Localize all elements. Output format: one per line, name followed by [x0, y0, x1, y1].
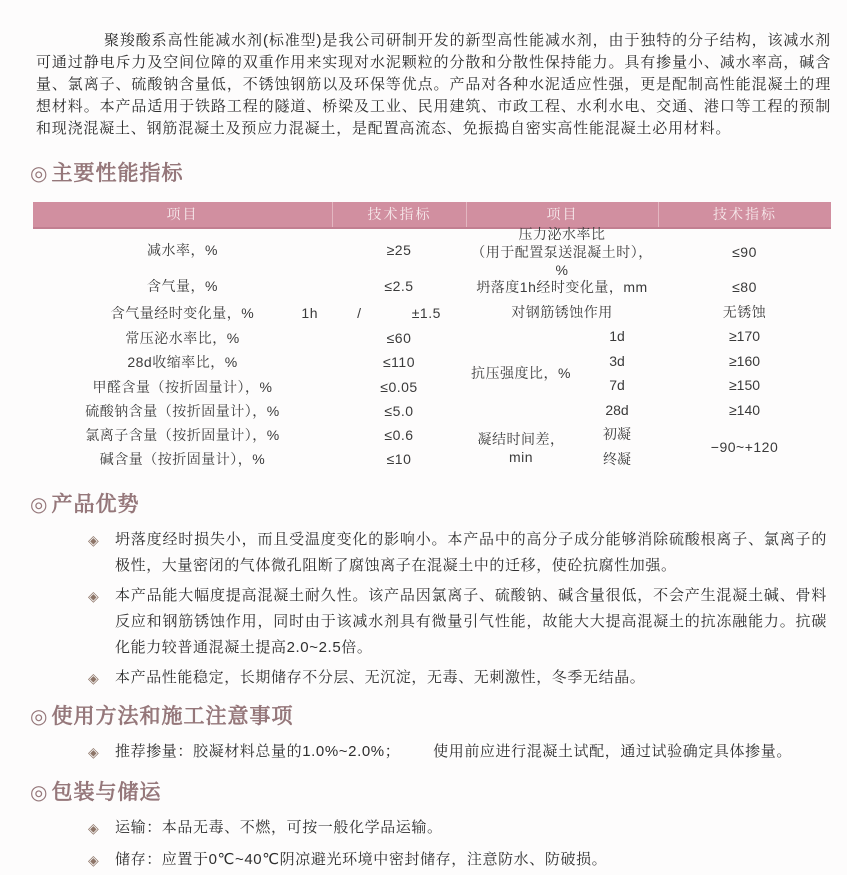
advantage-text: 坍落度经时损失小，而且受温度变化的影响小。本产品中的高分子成分能够消除硫酸根离子、氯离子的极性，大量密闭的气体微孔阻断了腐蚀离子在混凝土中的迁移，使砼抗腐性加强。	[115, 531, 827, 574]
table-row	[466, 300, 831, 324]
strength-value: ≥170	[728, 328, 761, 345]
table-header-spec-right: 技术指标	[658, 202, 831, 227]
row-label	[466, 225, 658, 278]
strength-value: ≥150	[728, 377, 761, 394]
row-value-number: ±1.5	[411, 305, 441, 321]
table-row	[33, 423, 466, 447]
row-label: 抗压强度比，%	[471, 365, 571, 381]
list-item	[88, 583, 827, 661]
row-value: ≥25	[386, 242, 412, 258]
row-label: 常压泌水率比，%	[125, 329, 240, 346]
table-row	[33, 374, 466, 399]
setting-phase-column	[576, 422, 658, 471]
diamond-bullet-icon: ◈	[88, 820, 100, 836]
list-item	[88, 665, 827, 691]
table-header-item-left: 项目	[166, 206, 199, 222]
row-label: 28d收缩率比，%	[127, 354, 238, 370]
list-item	[88, 739, 827, 765]
strength-value: ≥140	[728, 401, 761, 418]
table-right-group	[466, 225, 831, 471]
diamond-bullet-icon: ◈	[88, 588, 100, 604]
age-label: 1d	[609, 328, 625, 345]
section-title-advantages: 产品优势	[51, 493, 140, 516]
age-label: 3d	[609, 352, 625, 369]
row-value: ≤10	[386, 451, 412, 467]
usage-dosage-text: 推荐掺量：胶凝材料总量的1.0%~2.0%；	[115, 743, 401, 760]
section-heading-usage	[30, 703, 847, 731]
row-value: ≤0.6	[384, 427, 414, 443]
list-item	[88, 527, 827, 579]
row-value	[332, 301, 466, 325]
section-heading-performance	[30, 160, 847, 188]
row-label: 甲醛含量（按折固量计），%	[92, 378, 273, 395]
table-row	[33, 271, 466, 301]
table-header-row	[33, 202, 831, 229]
phase-label: 初凝	[603, 426, 631, 443]
table-header-item-right: 项目	[466, 202, 658, 227]
strength-value: ≥160	[728, 352, 761, 369]
row-label: 减水率，%	[147, 242, 218, 258]
row-label: 含气量，%	[147, 278, 218, 294]
storage-text: 储存：应置于0℃~40℃阴凉避光环境中密封储存，注意防水、防破损。	[115, 851, 608, 868]
row-value-slash: /	[357, 305, 362, 321]
section-marker-icon: ◎	[30, 782, 49, 804]
diamond-bullet-icon: ◈	[88, 744, 100, 760]
table-body	[33, 225, 831, 471]
table-row	[33, 229, 466, 271]
table-row	[466, 274, 831, 300]
list-item	[88, 815, 827, 841]
row-label-line1: 压力泌水率比	[518, 225, 606, 242]
section-heading-packaging	[30, 779, 847, 807]
strength-age-column	[576, 324, 658, 422]
advantages-list	[0, 527, 847, 691]
age-label: 7d	[609, 377, 625, 394]
diamond-bullet-icon: ◈	[88, 852, 100, 868]
row-label-text: 含气量经时变化量，%	[110, 305, 255, 321]
row-label: 碱含量（按折固量计），%	[99, 451, 266, 467]
intro-paragraph: 聚羧酸系高性能减水剂(标准型)是我公司研制开发的新型高性能减水剂，由于独特的分子结构，该减水剂可通过静电斥力及空间位障的双重作用来实现对水泥颗粒的分散和分散性保持能力。具有掺量小、减水率高，碱含量、氯离子、硫酸钠含量低，不锈蚀钢筋以及环保等优点。产品对各种水泥适应性强，更是配制高性能混凝土的理想材料。本产品适用于铁路工程的隧道、桥梁及工业、民用建筑、市政工程、水利水电、交通、港口等工程的预制和现浇混凝土、钢筋混凝土及预应力混凝土，是配置高流态、免振捣自密实高性能混凝土必用材料。	[36, 32, 831, 137]
table-row	[33, 350, 466, 374]
row-value: ≤90	[732, 243, 757, 260]
row-label: 坍落度1h经时变化量，mm	[476, 279, 648, 295]
performance-table	[33, 202, 831, 471]
row-value: ≤80	[732, 279, 757, 295]
phase-label: 终凝	[603, 450, 631, 467]
row-value: ≤2.5	[384, 278, 414, 294]
row-sub-label: 1h	[301, 305, 318, 321]
diamond-bullet-icon: ◈	[88, 532, 100, 548]
advantage-text: 本产品性能稳定，长期储存不分层、无沉淀，无毒、无刺激性，冬季无结晶。	[115, 669, 646, 686]
table-row	[466, 225, 831, 278]
row-label-line2: （用于配置泵送混凝土时），%	[471, 243, 653, 278]
list-item	[88, 847, 827, 873]
section-marker-icon: ◎	[30, 494, 49, 516]
strength-value-column	[658, 324, 831, 422]
table-row	[33, 301, 466, 325]
table-row-setting-time	[466, 422, 831, 471]
table-left-group	[33, 229, 466, 471]
row-value: 无锈蚀	[722, 304, 767, 320]
row-value: ≤5.0	[384, 403, 414, 419]
section-title-performance: 主要性能指标	[51, 162, 184, 185]
section-title-packaging: 包装与储运	[51, 781, 162, 804]
table-header-spec-left: 技术指标	[332, 202, 466, 227]
age-label: 28d	[605, 401, 629, 418]
table-row	[33, 399, 466, 423]
row-value: ≤60	[386, 329, 412, 346]
advantage-text: 本产品能大幅度提高混凝土耐久性。该产品因氯离子、硫酸钠、碱含量很低，不会产生混凝土碱、骨料反应和钢筋锈蚀作用，同时由于该减水剂具有微量引气性能，故能大大提高混凝土的抗冻融能力。抗碳化能力较普通混凝土提高2.0~2.5倍。	[115, 587, 827, 656]
transport-text: 运输：本品无毒、不燃，可按一般化学品运输。	[115, 819, 443, 836]
row-label: 对钢筋锈蚀作用	[511, 304, 613, 320]
section-marker-icon: ◎	[30, 163, 49, 185]
section-marker-icon: ◎	[30, 706, 49, 728]
row-label: 凝结时间差，min	[477, 430, 565, 465]
usage-note-text: 使用前应进行混凝土试配，通过试验确定具体掺量。	[433, 743, 792, 760]
diamond-bullet-icon: ◈	[88, 670, 100, 686]
table-row-strength	[466, 324, 831, 422]
row-label: 硫酸钠含量（按折固量计），%	[85, 403, 280, 419]
row-label	[33, 301, 332, 325]
section-title-usage: 使用方法和施工注意事项	[51, 705, 294, 728]
table-row	[33, 325, 466, 350]
row-value: ≤110	[382, 354, 415, 370]
row-value: ≤0.05	[380, 378, 418, 395]
section-heading-advantages	[30, 491, 847, 519]
row-value: −90~+120	[710, 438, 779, 455]
packaging-list	[0, 815, 847, 873]
usage-list	[0, 739, 847, 765]
row-label: 氯离子含量（按折固量计），%	[85, 427, 280, 443]
table-row	[33, 447, 466, 471]
